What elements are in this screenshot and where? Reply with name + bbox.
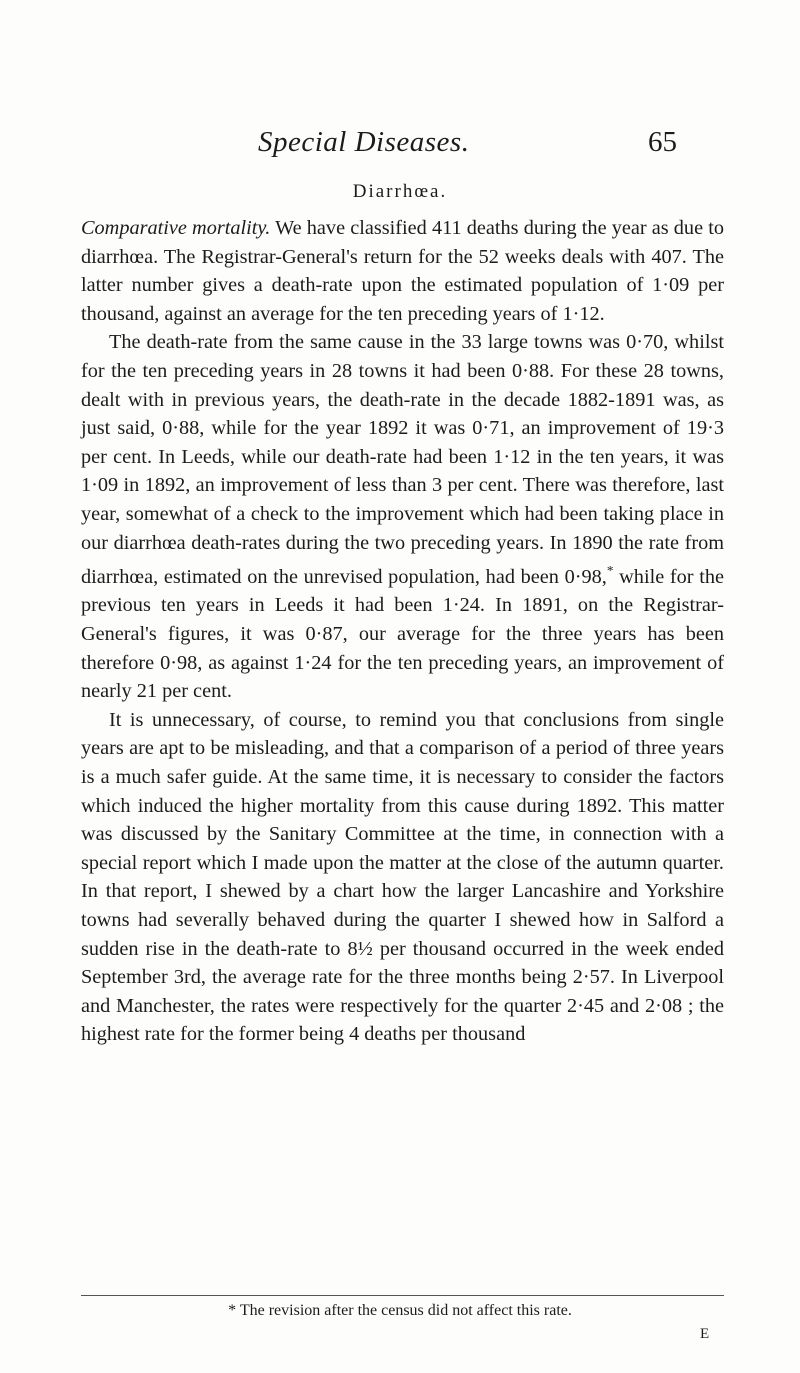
paragraph-lead-in: Comparative mortality.: [81, 217, 271, 239]
footnote-divider: [81, 1295, 724, 1296]
footnote-mark: *: [228, 1302, 237, 1319]
paragraph-3-text: It is unnecessary, of course, to remind you that conclusions from single years are apt to be misleading, and that a comparison of a period of three years is a much safer guide. At the same time, it is necessary to consider the factors which induced the higher mortality from this cause during 1892. This matter was discussed by the Sanitary Committee at the time, in connection with a special report which I made upon the matter at the close of the autumn quarter. In that report, I shewed by a chart how the larger Lancashire and Yorkshire towns had severally behaved during the quarter I shewed how in Salford a sudden rise in the death-rate to 8½ per thousand occurred in the week ended September 3rd, the average rate for the three months being 2·57. In Liverpool and Manchester, the rates were respectively for the quarter 2·45 and 2·08 ; the highest rate for the former being 4 deaths per thousand: [81, 708, 724, 1046]
footnote-reference: *: [606, 563, 614, 579]
paragraph-2: [81, 328, 724, 705]
running-title: Special Diseases.: [258, 126, 470, 158]
paragraph-2-tail: while for the previous ten years in Leeds it had been 1·24. In 1891, on the Registrar-General's figures, it was 0·87, our average for the three years has been therefore 0·98, as against 1·24 for the ten preceding years, an improvement of nearly 21 per cent.: [81, 565, 725, 703]
page-number: 65: [648, 126, 677, 158]
section-heading: Diarrhœa.: [352, 181, 448, 202]
footnote: [0, 1302, 800, 1320]
paragraph-1-text: We have classified 411 deaths during the year as due to diarrhœa. The Registrar-General's return for the 52 weeks deals with 407. The latter number gives a death-rate upon the estimated population of 1·09 per thousand, against an average for the ten preceding years of 1·12.: [81, 217, 724, 325]
paragraph-3: [81, 706, 724, 1049]
paragraph-2-text: The death-rate from the same cause in the 33 large towns was 0·70, whilst for the ten preceding years in 28 towns it had been 0·88. For these 28 towns, dealt with in previous years, the death-rate in the decade 1882-1891 was, as just said, 0·88, while for the year 1892 it was 0·71, an improvement of 19·3 per cent. In Leeds, while our death-rate had been 1·12 in the ten years, it was 1·09 in 1892, an improvement of less than 3 per cent. There was therefore, last year, somewhat of a check to the improvement which had been taking place in our diarrhœa death-rates during the two preceding years. In 1890 the rate from diarrhœa, estimated on the unrevised population, had been 0·98,: [81, 331, 724, 588]
body-text: [81, 214, 724, 1049]
footnote-text: The revision after the census did not affect this rate.: [236, 1302, 572, 1319]
paragraph-1: [81, 214, 724, 328]
running-head: [0, 126, 800, 166]
signature-mark: E: [700, 1326, 710, 1342]
